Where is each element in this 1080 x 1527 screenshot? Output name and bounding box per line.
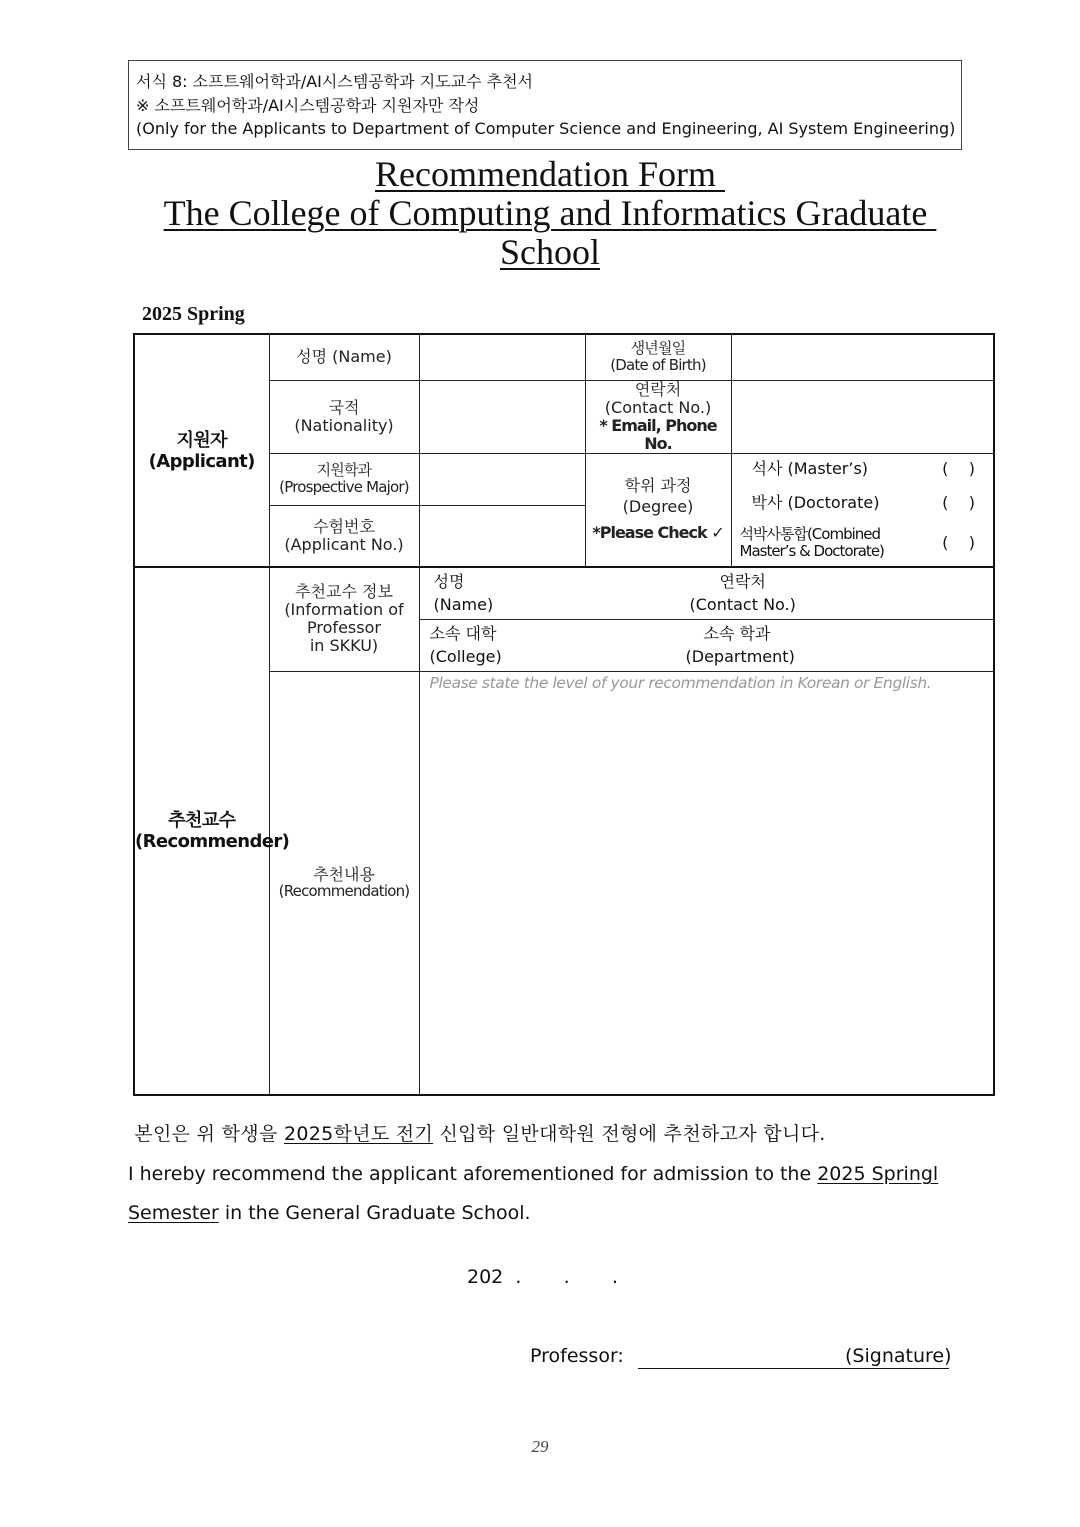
applicant-no-field[interactable]	[419, 505, 585, 567]
doctorate-checkbox[interactable]: ( )	[942, 492, 975, 512]
professor-name-label-kr: 성명	[433, 572, 465, 592]
admission-term: 2025 Spring	[142, 303, 245, 325]
dob-label: 생년월일 (Date of Birth)	[585, 334, 731, 380]
combined-checkbox[interactable]: ( )	[942, 532, 975, 552]
statement-korean: 본인은 위 학생을 2025학년도 전기 신입학 일반대학원 전형에 추천하고자 합니다.	[134, 1123, 826, 1145]
professor-name-label-en: (Name)	[433, 595, 494, 615]
applicant-name-field[interactable]	[419, 334, 585, 380]
professor-college-label-kr: 소속 대학	[429, 624, 497, 643]
degree-option-masters[interactable]: 석사 (Master’s) ( )	[751, 458, 975, 478]
name-label: 성명 (Name)	[269, 334, 419, 380]
masters-checkbox[interactable]: ( )	[942, 458, 975, 478]
form-number-line: 서식 8: 소프트웨어학과/AI시스템공학과 지도교수 추천서	[136, 72, 534, 91]
degree-option-doctorate[interactable]: 박사 (Doctorate) ( )	[751, 492, 975, 512]
degree-label: 학위 과정 (Degree) *Please Check ✓	[585, 453, 731, 567]
title-line-3: School	[499, 232, 600, 272]
major-label: 지원학과 (Prospective Major)	[269, 453, 419, 505]
recommendation-table	[133, 333, 995, 1096]
degree-options	[731, 453, 994, 567]
applicant-section-label: 지원자 (Applicant)	[134, 334, 269, 567]
applicant-contact-field[interactable]	[731, 380, 994, 453]
applicant-dob-field[interactable]	[731, 334, 994, 380]
form-notice-box	[128, 60, 962, 150]
applicant-restriction-en: (Only for the Applicants to Department of Computer Science and Engineering, AI System Engineering)	[136, 119, 956, 138]
title-line-1: Recommendation Form	[375, 154, 725, 194]
date-line[interactable]: 202 . . .	[467, 1266, 619, 1288]
recommendation-placeholder: Please state the level of your recommendation in Korean or English.	[429, 673, 932, 692]
recommendation-content-field[interactable]	[419, 671, 994, 1095]
statement-english: I hereby recommend the applicant aforementioned for admission to the 2025 Springl Semester in the General Graduate School.	[128, 1163, 939, 1224]
degree-option-combined[interactable]: 석박사통합(Combined Master’s & Doctorate) ( )	[739, 524, 975, 560]
professor-dept-label-kr: 소속 학과	[703, 624, 771, 643]
page-number: 29	[531, 1437, 549, 1456]
applicant-restriction-kr: ※ 소프트웨어학과/AI시스템공학과 지원자만 작성	[136, 95, 480, 115]
nationality-label: 국적 (Nationality)	[269, 380, 419, 453]
professor-college-label-en: (College)	[429, 647, 502, 666]
signature-line[interactable]	[638, 1368, 949, 1369]
title-line-2: The College of Computing and Informatics Graduate	[163, 193, 937, 233]
professor-signature-label: Professor:	[530, 1345, 624, 1367]
recommendation-content-label: 추천내용 (Recommendation)	[269, 671, 419, 1095]
professor-college-dept-row[interactable]	[419, 619, 994, 671]
professor-contact-label-kr: 연락처	[719, 572, 766, 592]
applicant-no-label: 수험번호 (Applicant No.)	[269, 505, 419, 567]
professor-name-contact-row[interactable]	[419, 567, 994, 619]
applicant-major-field[interactable]	[419, 453, 585, 505]
signature-suffix: (Signature)	[845, 1345, 952, 1367]
professor-contact-label-en: (Contact No.)	[689, 595, 796, 615]
applicant-nationality-field[interactable]	[419, 380, 585, 453]
professor-dept-label-en: (Department)	[685, 647, 795, 666]
contact-label: 연락처 (Contact No.) * Email, Phone No.	[585, 380, 731, 453]
professor-info-label: 추천교수 정보 (Information of Professor in SKKU)	[269, 567, 419, 671]
recommender-section-label: 추천교수 (Recommender)	[134, 567, 269, 1095]
